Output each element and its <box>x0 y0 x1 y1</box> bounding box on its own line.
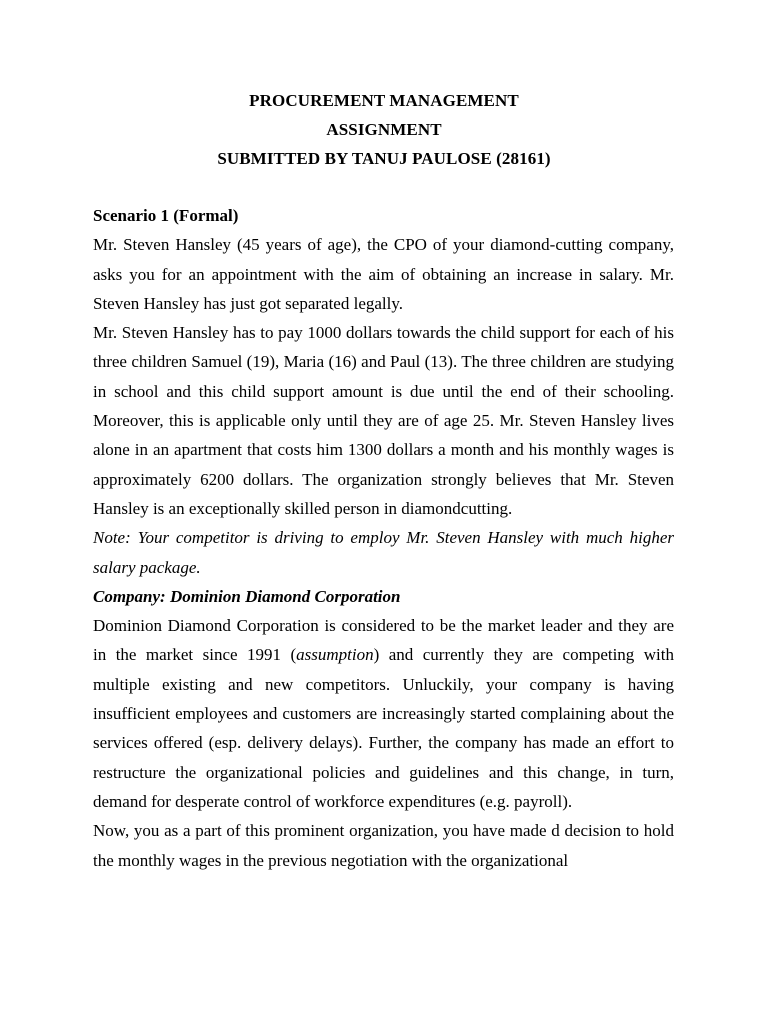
paragraph-company-text-2: ) and currently they are competing with multiple existing and new competitors. Unluckily, your company is having insufficient employees and customers are increasingly started complaining about the services offered (esp. delivery delays). Further, the company has made an effort to restructure the organizational policies and guidelines and this change, in turn, demand for desperate control of workforce expenditures (e.g. payroll). <box>93 645 675 811</box>
document-body <box>93 201 674 875</box>
assumption-italic: assumption <box>296 645 374 665</box>
document-title: PROCUREMENT MANAGEMENT <box>249 91 519 110</box>
note-paragraph: Note: Your competitor is driving to employ Mr. Steven Hansley with much higher salary package. <box>93 528 674 577</box>
scenario-heading: Scenario 1 (Formal) <box>93 206 239 225</box>
paragraph-company-text-1: Dominion Diamond Corporation is considered to be the market leader and they are in the market since 1991 ( <box>93 616 674 665</box>
paragraph-decision: Now, you as a part of this prominent organization, you have made d decision to hold the monthly wages in the previous negotiation with the organizational <box>93 821 674 870</box>
paragraph-company <box>93 611 674 816</box>
paragraph-details: Mr. Steven Hansley has to pay 1000 dollars towards the child support for each of his three children Samuel (19), Maria (16) and Paul (13). The three children are studying in school and this child support amount is due until the end of their schooling. Moreover, this is applicable only until they are of age 25. Mr. Steven Hansley lives alone in an apartment that costs him 1300 dollars a month and his monthly wages is approximately 6200 dollars. The organization strongly believes that Mr. Steven Hansley is an exceptionally skilled person in diamondcutting. <box>93 323 674 518</box>
author-line: SUBMITTED BY TANUJ PAULOSE (28161) <box>217 149 551 168</box>
title-block <box>0 86 768 173</box>
company-heading: Company: Dominion Diamond Corporation <box>93 586 401 606</box>
paragraph-intro: Mr. Steven Hansley (45 years of age), the CPO of your diamond-cutting company, asks you for an appointment with the aim of obtaining an increase in salary. Mr. Steven Hansley has just got separated legally. <box>93 235 674 313</box>
document-subtitle: ASSIGNMENT <box>326 120 442 139</box>
